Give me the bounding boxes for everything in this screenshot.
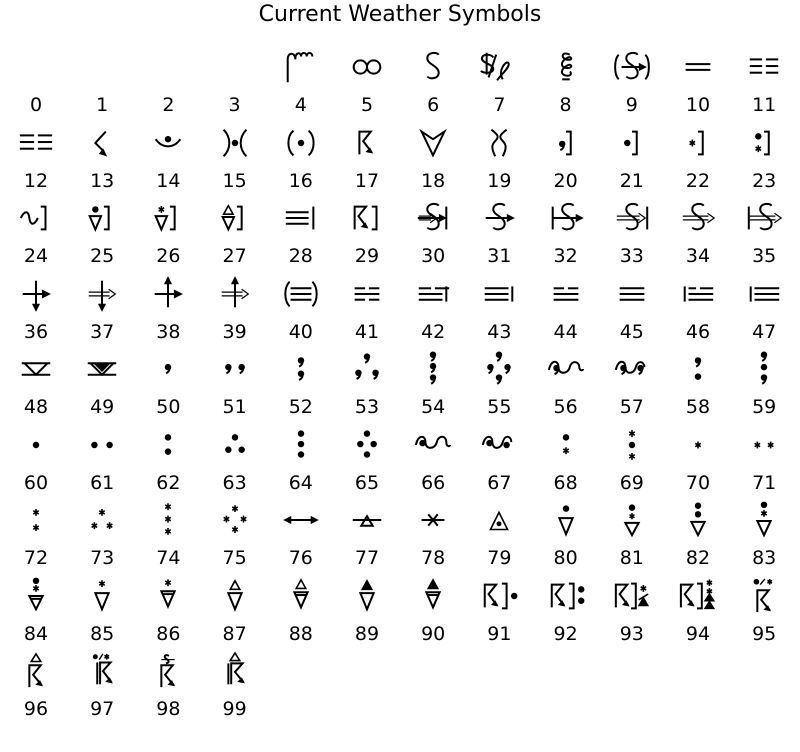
weather-code-label: 55 <box>487 396 512 418</box>
severe-duststorm-steady-icon <box>678 199 718 237</box>
fog-patches-icon <box>347 275 387 313</box>
weather-code-label: 13 <box>90 169 115 192</box>
shallow-fog-icon <box>16 124 56 162</box>
weather-code-label: 62 <box>156 471 181 494</box>
weather-code-label: 15 <box>222 169 247 192</box>
severe-duststorm-decreasing-icon <box>612 199 652 237</box>
weather-code-label: 10 <box>685 94 711 116</box>
heavy-snow-showers-icon <box>148 577 188 615</box>
dust-icon <box>413 48 453 86</box>
thunderstorm-recent-heavy-rain-icon <box>546 577 586 615</box>
weather-code-label: 0 <box>29 94 43 116</box>
weather-code-label: 78 <box>421 547 446 569</box>
light-drizzle-and-rain-icon <box>678 350 718 388</box>
weather-code-label: 93 <box>619 622 644 645</box>
intermittent-light-snow-icon <box>678 426 718 464</box>
heavy-drizzle-and-rain-icon <box>744 350 784 388</box>
weather-code-label: 24 <box>23 245 49 267</box>
weather-code-label: 63 <box>222 471 247 494</box>
weather-code-label: 17 <box>354 169 380 192</box>
light-rain-and-snow-icon <box>546 426 586 464</box>
weather-code-label: 36 <box>23 320 49 343</box>
heavy-hail-showers-icon <box>413 577 453 615</box>
weather-code-label: 23 <box>752 169 777 192</box>
weather-code-label: 39 <box>222 320 247 343</box>
weather-code-label: 14 <box>156 169 181 192</box>
weather-code-label: 48 <box>23 396 49 418</box>
weather-code-label: 9 <box>625 94 638 116</box>
weather-code-label: 21 <box>619 169 644 192</box>
intermittent-moderate-drizzle-icon <box>281 350 321 388</box>
light-freezing-drizzle-icon <box>546 350 586 388</box>
recent-fog-icon <box>281 199 321 237</box>
weather-code-label: 87 <box>222 622 247 645</box>
ice-pellets-icon <box>479 501 519 539</box>
weather-code-label: 12 <box>23 169 49 192</box>
snow-grains-icon <box>347 501 387 539</box>
heavy-freezing-drizzle-icon <box>612 350 652 388</box>
weather-code-label: 64 <box>288 471 313 494</box>
light-rain-snow-showers-icon <box>744 501 784 539</box>
blank-icon <box>16 48 56 86</box>
duststorm-in-sight-icon <box>612 48 652 86</box>
continuous-moderate-rain-icon <box>215 426 255 464</box>
weather-code-label: 49 <box>90 396 115 418</box>
weather-code-label: 25 <box>90 245 115 267</box>
duststorm-steady-icon <box>479 199 519 237</box>
weather-code-label: 74 <box>156 547 181 569</box>
continuous-light-rain-icon <box>82 426 122 464</box>
blank-icon <box>215 48 255 86</box>
continuous-moderate-drizzle-icon <box>347 350 387 388</box>
blowing-snow-icon <box>148 275 188 313</box>
continuous-light-snow-icon <box>744 426 784 464</box>
weather-code-label: 22 <box>685 169 711 192</box>
weather-code-label: 18 <box>421 169 446 192</box>
light-snow-pellet-showers-icon <box>215 577 255 615</box>
weather-code-label: 53 <box>354 396 380 418</box>
weather-code-label: 99 <box>222 698 247 720</box>
drifting-snow-icon <box>16 275 56 313</box>
recent-thunderstorm-icon <box>347 199 387 237</box>
weather-code-label: 89 <box>354 622 380 645</box>
thunderstorm-no-precipitation-icon <box>347 124 387 162</box>
thunderstorm-recent-light-rain-icon <box>479 577 519 615</box>
weather-code-label: 7 <box>493 94 506 116</box>
continuous-heavy-drizzle-icon <box>479 350 519 388</box>
weather-code-label: 83 <box>752 547 777 569</box>
weather-code-label: 4 <box>294 94 307 116</box>
heavy-blowing-snow-icon <box>215 275 255 313</box>
weather-code-label: 65 <box>354 471 380 494</box>
violent-rain-showers-icon <box>678 501 718 539</box>
weather-code-label: 46 <box>685 320 711 343</box>
chart-title: Current Weather Symbols <box>258 2 542 27</box>
recent-rain-showers-icon <box>82 199 122 237</box>
snow-crystals-icon <box>413 501 453 539</box>
light-freezing-rain-icon <box>413 426 453 464</box>
weather-code-label: 34 <box>685 245 711 267</box>
recent-hail-showers-icon <box>215 199 255 237</box>
weather-code-label: 51 <box>222 396 247 418</box>
weather-code-label: 28 <box>288 245 313 267</box>
recent-freezing-rain-icon <box>16 199 56 237</box>
light-rain-showers-icon <box>546 501 586 539</box>
weather-code-label: 97 <box>90 698 115 720</box>
weather-code-label: 60 <box>23 471 49 494</box>
smoke-icon <box>281 48 321 86</box>
dust-whirl-icon <box>546 48 586 86</box>
recent-rain-and-snow-icon <box>744 124 784 162</box>
depositing-rime-fog-visible-icon <box>16 350 56 388</box>
recent-snow-icon <box>678 124 718 162</box>
weather-code-label: 38 <box>156 320 181 343</box>
weather-code-label: 69 <box>619 471 644 494</box>
weather-code-label: 76 <box>288 547 313 569</box>
weather-code-label: 91 <box>487 622 512 645</box>
fog-at-distance-icon <box>281 275 321 313</box>
weather-code-label: 41 <box>354 320 380 343</box>
severe-duststorm-increasing-icon <box>744 199 784 237</box>
weather-code-label: 3 <box>228 94 241 116</box>
intermittent-light-drizzle-icon <box>148 350 188 388</box>
weather-code-label: 19 <box>487 169 512 192</box>
duststorm-decreasing-icon <box>413 199 453 237</box>
distant-precipitation-icon <box>215 124 255 162</box>
continuous-heavy-rain-icon <box>347 426 387 464</box>
weather-code-label: 33 <box>619 245 644 267</box>
weather-code-label: 95 <box>752 622 777 645</box>
weather-code-label: 30 <box>421 245 446 267</box>
weather-code-label: 32 <box>553 245 578 267</box>
weather-code-label: 61 <box>90 471 115 494</box>
thunderstorm-recent-heavy-snow-icon <box>678 577 718 615</box>
weather-code-label: 80 <box>553 547 578 569</box>
weather-code-label: 27 <box>222 245 247 267</box>
diamond-dust-icon <box>281 501 321 539</box>
weather-code-label: 81 <box>619 547 644 569</box>
thunderstorm-recent-light-snow-icon <box>612 577 652 615</box>
weather-code-label: 67 <box>487 471 512 494</box>
fog-sky-visible-thinning-icon <box>413 275 453 313</box>
heavy-thunderstorm-icon <box>82 652 122 690</box>
weather-code-label: 40 <box>288 320 313 343</box>
recent-drizzle-icon <box>546 124 586 162</box>
intermittent-moderate-rain-icon <box>148 426 188 464</box>
depositing-rime-fog-invisible-icon <box>82 350 122 388</box>
weather-code-label: 26 <box>156 245 181 267</box>
weather-code-label: 90 <box>421 622 446 645</box>
weather-code-label: 42 <box>421 320 446 343</box>
recent-snow-showers-icon <box>148 199 188 237</box>
weather-code-label: 96 <box>23 698 49 720</box>
heavy-rain-and-snow-icon <box>612 426 652 464</box>
dust-sand-raised-icon <box>479 48 519 86</box>
continuous-moderate-snow-icon <box>82 501 122 539</box>
light-snow-showers-icon <box>82 577 122 615</box>
intermittent-light-rain-icon <box>16 426 56 464</box>
weather-code-label: 35 <box>752 245 777 267</box>
weather-code-label: 16 <box>288 169 313 192</box>
weather-code-label: 72 <box>23 547 49 569</box>
squalls-icon <box>413 124 453 162</box>
weather-code-label: 66 <box>421 471 446 494</box>
fog-sky-visible-steady-icon <box>546 275 586 313</box>
weather-code-label: 79 <box>487 547 512 569</box>
weather-code-label: 59 <box>752 396 777 418</box>
intermittent-heavy-drizzle-icon <box>413 350 453 388</box>
funnel-cloud-icon <box>479 124 519 162</box>
weather-code-label: 44 <box>553 320 578 343</box>
weather-code-label: 75 <box>222 547 247 569</box>
thunderstorm-with-duststorm-icon <box>148 652 188 690</box>
weather-code-label: 94 <box>685 622 711 645</box>
intermittent-heavy-rain-icon <box>281 426 321 464</box>
heavy-snow-pellet-showers-icon <box>281 577 321 615</box>
intermittent-heavy-snow-icon <box>148 501 188 539</box>
weather-code-label: 8 <box>559 94 572 116</box>
weather-code-label: 2 <box>162 94 175 116</box>
duststorm-increasing-icon <box>546 199 586 237</box>
weather-code-label: 1 <box>96 94 109 116</box>
recent-rain-icon <box>612 124 652 162</box>
heavy-freezing-rain-icon <box>479 426 519 464</box>
weather-code-label: 85 <box>90 622 115 645</box>
weather-code-label: 29 <box>354 245 380 267</box>
weather-code-label: 77 <box>354 547 380 569</box>
lightning-icon <box>82 124 122 162</box>
intermittent-moderate-snow-icon <box>16 501 56 539</box>
weather-code-label: 56 <box>553 396 578 418</box>
light-hail-showers-icon <box>347 577 387 615</box>
thunderstorm-light-icon <box>744 577 784 615</box>
weather-code-label: 86 <box>156 622 181 645</box>
weather-code-label: 37 <box>90 320 115 343</box>
weather-code-label: 5 <box>360 94 374 116</box>
heavy-rain-snow-showers-icon <box>16 577 56 615</box>
weather-code-label: 58 <box>685 396 711 418</box>
fog-sky-invisible-thinning-icon <box>479 275 519 313</box>
weather-code-label: 82 <box>685 547 711 569</box>
thunderstorm-with-hail-icon <box>16 652 56 690</box>
weather-code-label: 92 <box>553 622 578 645</box>
fog-sky-invisible-steady-icon <box>612 275 652 313</box>
heavy-drifting-snow-icon <box>82 275 122 313</box>
fog-sky-invisible-thickening-icon <box>744 275 784 313</box>
blank-icon <box>82 48 122 86</box>
weather-code-label: 88 <box>288 622 313 645</box>
weather-code-label: 70 <box>685 471 711 494</box>
weather-code-label: 68 <box>553 471 578 494</box>
weather-code-label: 6 <box>427 94 440 116</box>
weather-code-label: 84 <box>23 622 49 645</box>
heavy-thunderstorm-with-hail-icon <box>215 652 255 690</box>
weather-code-label: 52 <box>288 396 313 418</box>
weather-code-label: 57 <box>619 396 644 418</box>
shallow-fog-patches-icon <box>744 48 784 86</box>
weather-code-label: 43 <box>487 320 512 343</box>
blank-icon <box>148 48 188 86</box>
weather-code-label: 54 <box>421 396 446 418</box>
weather-code-label: 98 <box>156 698 181 720</box>
weather-code-label: 31 <box>487 245 512 267</box>
weather-code-label: 50 <box>156 396 181 418</box>
weather-code-label: 71 <box>752 471 777 494</box>
heavy-rain-showers-icon <box>612 501 652 539</box>
weather-code-label: 47 <box>752 320 777 343</box>
fog-sky-visible-thickening-icon <box>678 275 718 313</box>
nearby-precipitation-icon <box>281 124 321 162</box>
weather-code-label: 45 <box>619 320 644 343</box>
weather-code-label: 20 <box>553 169 578 192</box>
continuous-heavy-snow-icon <box>215 501 255 539</box>
weather-code-label: 11 <box>752 94 777 116</box>
mist-icon <box>678 48 718 86</box>
continuous-light-drizzle-icon <box>215 350 255 388</box>
precipitation-in-sight-not-reaching-ground-icon <box>148 124 188 162</box>
haze-icon <box>347 48 387 86</box>
weather-code-label: 73 <box>90 547 115 569</box>
